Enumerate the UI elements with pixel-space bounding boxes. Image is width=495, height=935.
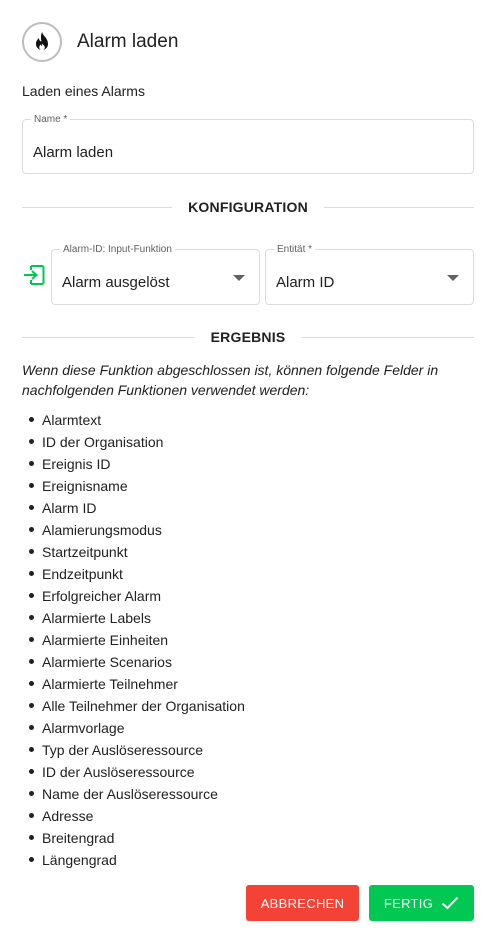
config-section-divider — [22, 199, 474, 215]
result-section-divider — [22, 329, 474, 345]
list-item: Alarmvorlage — [42, 717, 245, 739]
cancel-button[interactable] — [246, 885, 359, 921]
list-item: Alarmtext — [42, 409, 245, 431]
alarm-id-select-label: Alarm-ID: Input-Funktion — [60, 244, 175, 256]
input-arrow-icon — [22, 264, 46, 286]
list-item: Breitengrad — [42, 827, 245, 849]
entity-select-value: Alarm ID — [276, 274, 335, 291]
name-field-value[interactable]: Alarm laden — [33, 144, 114, 161]
flame-icon — [22, 22, 62, 62]
list-item: Ereignis ID — [42, 453, 245, 475]
list-item: Alarmierte Teilnehmer — [42, 673, 245, 695]
dialog-description: Laden eines Alarms — [22, 83, 145, 99]
alarm-id-select[interactable] — [51, 244, 260, 305]
list-item: ID der Organisation — [42, 431, 245, 453]
dialog-header — [22, 22, 178, 62]
list-item: Name der Auslöseressource — [42, 783, 245, 805]
dropdown-arrow-icon[interactable] — [233, 275, 245, 281]
check-icon — [441, 896, 459, 910]
config-section-title: KONFIGURATION — [188, 199, 308, 215]
list-item: Alarmierte Scenarios — [42, 651, 245, 673]
result-section-title: ERGEBNIS — [210, 329, 286, 345]
name-field-label: Name * — [31, 114, 70, 126]
dropdown-arrow-icon[interactable] — [447, 275, 459, 281]
list-item: Alle Teilnehmer der Organisation — [42, 695, 245, 717]
done-button-label: FERTIG — [383, 895, 434, 911]
list-item: Alarmierte Labels — [42, 607, 245, 629]
alarm-id-select-value: Alarm ausgelöst — [62, 274, 170, 291]
list-item: Alarm ID — [42, 497, 245, 519]
list-item: Adresse — [42, 805, 245, 827]
list-item: Typ der Auslöseressource — [42, 739, 245, 761]
output-fields-list — [42, 409, 245, 871]
list-item: Endzeitpunkt — [42, 563, 245, 585]
entity-select[interactable] — [265, 244, 474, 305]
list-item: Alarmierte Einheiten — [42, 629, 245, 651]
list-item: Erfolgreicher Alarm — [42, 585, 245, 607]
done-button[interactable] — [369, 885, 474, 921]
cancel-button-label: ABBRECHEN — [260, 895, 345, 911]
name-field[interactable] — [22, 114, 474, 174]
result-note: Wenn diese Funktion abgeschlossen ist, können folgende Felder in nachfolgenden Funktionen verwendet werden: — [22, 362, 439, 398]
list-item: Ereignisname — [42, 475, 245, 497]
list-item: ID der Auslöseressource — [42, 761, 245, 783]
list-item: Längengrad — [42, 849, 245, 871]
list-item: Startzeitpunkt — [42, 541, 245, 563]
dialog-title: Alarm laden — [77, 31, 179, 52]
entity-select-label: Entität * — [274, 244, 315, 256]
list-item: Alamierungsmodus — [42, 519, 245, 541]
